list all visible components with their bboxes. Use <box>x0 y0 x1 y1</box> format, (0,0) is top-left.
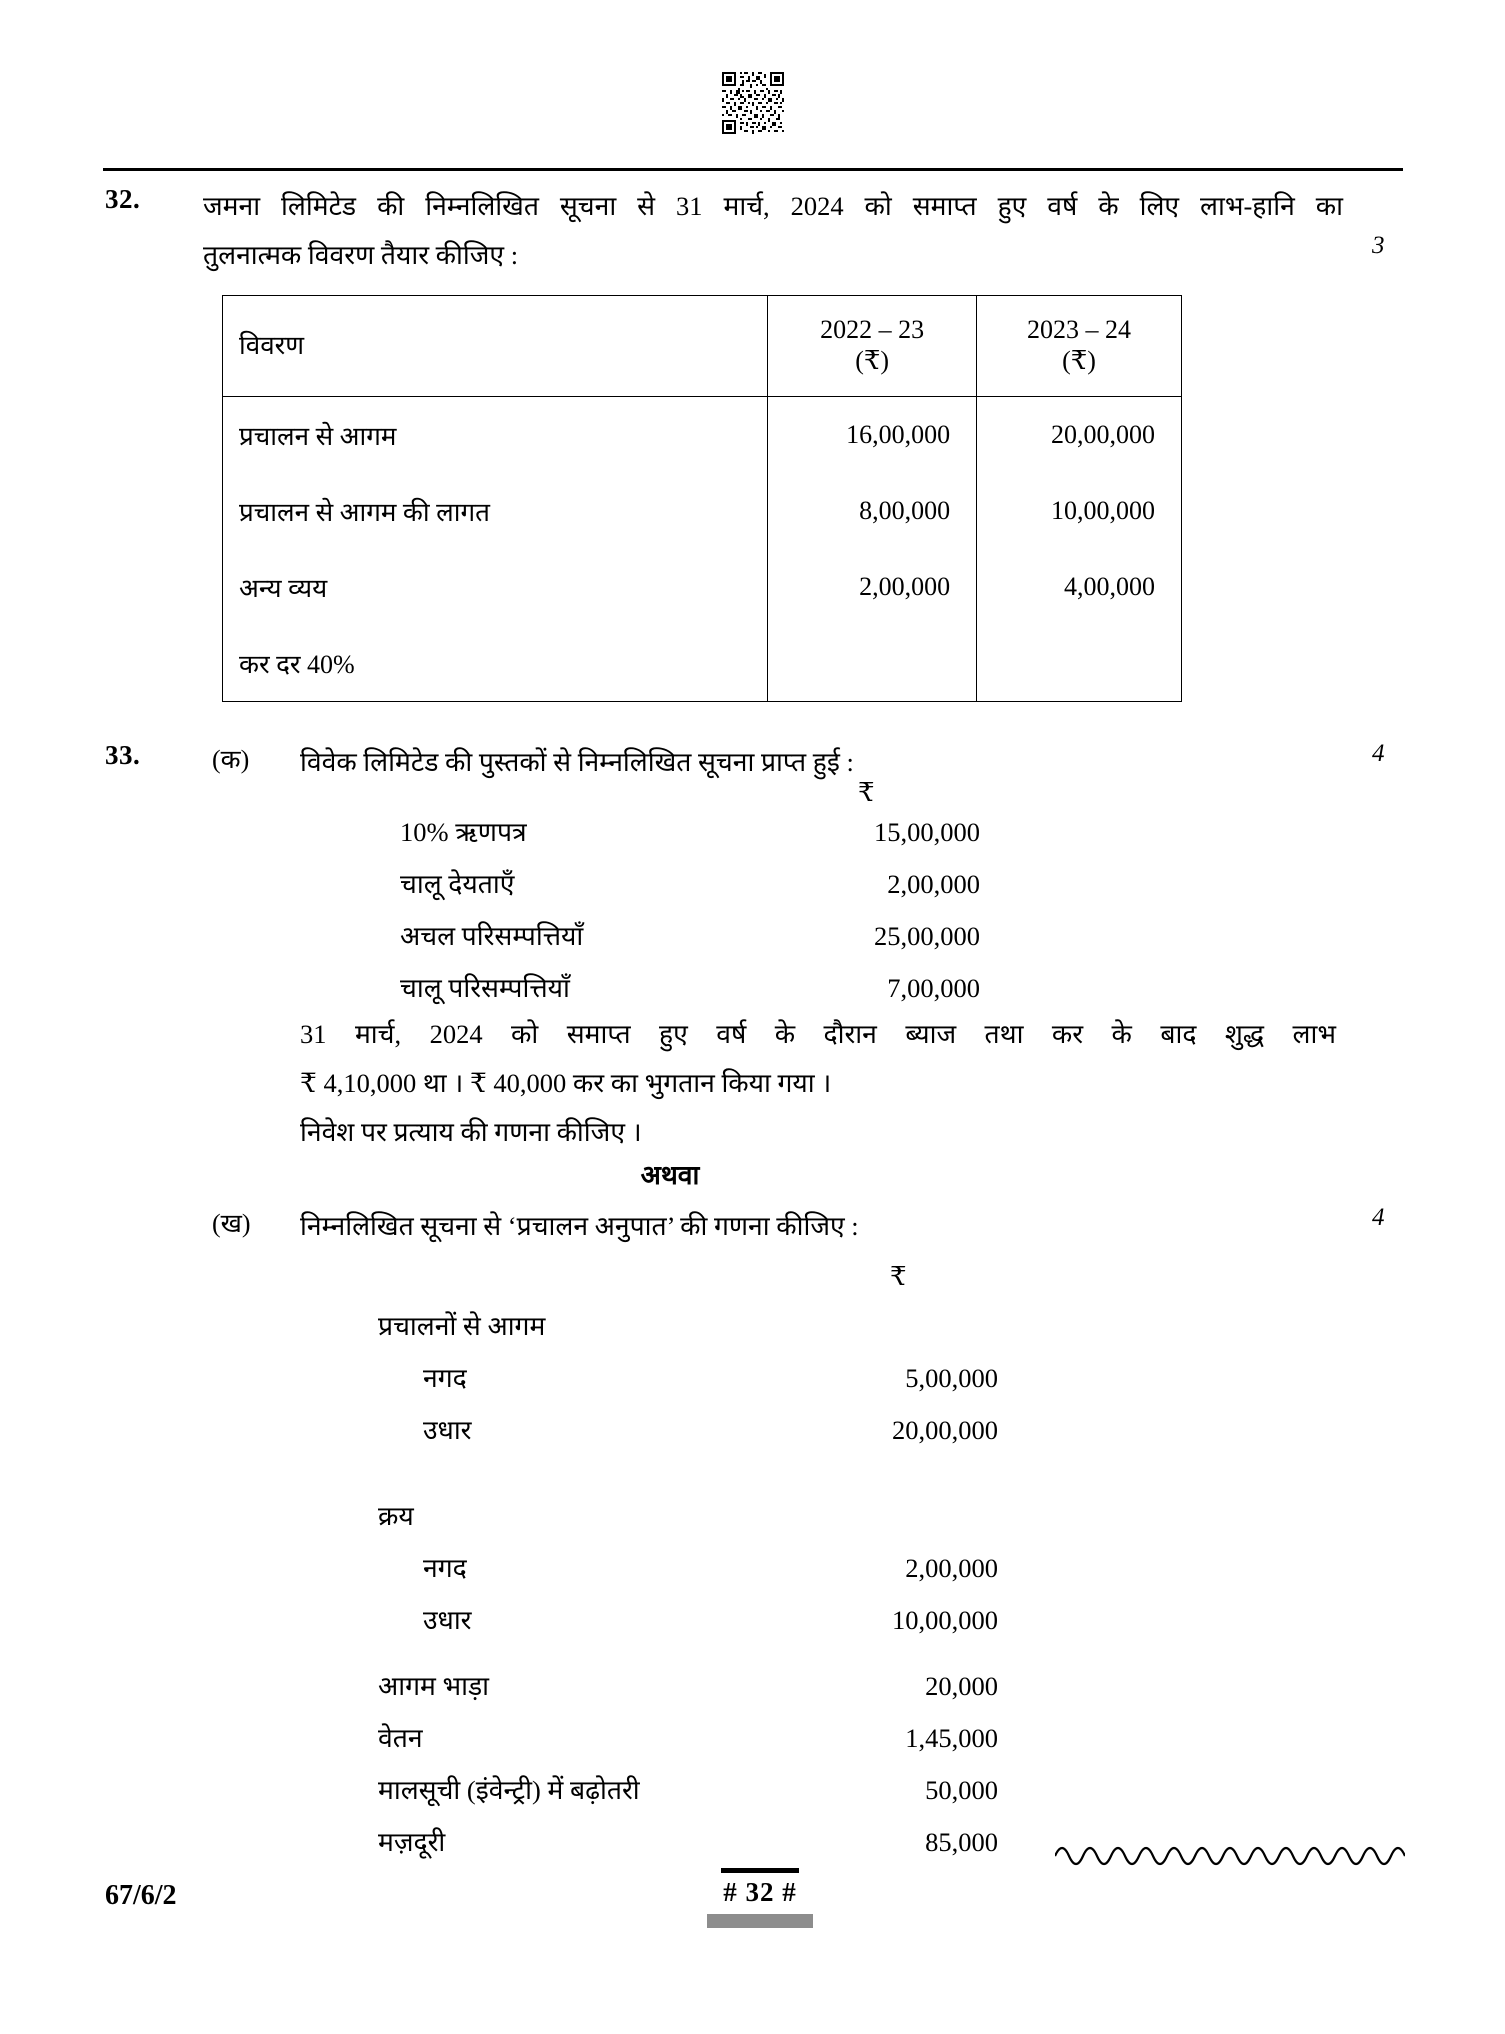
group-heading-label: प्रचालनों से आगम <box>378 1311 546 1341</box>
row-y1-tax-rate <box>768 625 977 702</box>
question-32-text-line-2: तुलनात्मक विवरण तैयार कीजिए : <box>203 240 519 270</box>
item-label-current-liabilities: चालू देयताएँ <box>400 869 515 899</box>
row-y1-revenue-from-operations: 16,00,000 <box>768 397 977 474</box>
question-32-number: 32. <box>105 184 141 214</box>
row-label-tax-rate: कर दर 40% <box>223 625 768 702</box>
item-value-increase-in-inventory: 50,000 <box>925 1775 998 1805</box>
comparative-statement-table <box>222 295 1182 702</box>
table-row <box>223 473 1182 549</box>
item-value-salary: 1,45,000 <box>905 1723 998 1753</box>
list-item <box>400 910 1000 962</box>
page-marker <box>690 1868 830 1928</box>
list-item <box>378 1542 998 1594</box>
list-item <box>400 858 1000 910</box>
year2-currency: (₹) <box>1062 346 1096 375</box>
table-row <box>223 397 1182 474</box>
list-item <box>378 1816 998 1868</box>
part-a-currency-header: ₹ <box>858 778 875 807</box>
part-b-group-revenue <box>378 1300 998 1456</box>
item-label-debentures: 10% ऋणपत्र <box>400 817 527 847</box>
list-item <box>378 1764 998 1816</box>
item-label-revenue-cash: नगद <box>423 1363 467 1393</box>
year1-currency: (₹) <box>855 346 890 375</box>
year1-label: 2022 – 23 <box>820 315 925 345</box>
part-a-items-list <box>400 806 1000 1014</box>
list-item <box>378 1352 998 1404</box>
item-value-wages: 85,000 <box>925 1827 998 1857</box>
list-item <box>378 1404 998 1456</box>
item-label-carriage-inwards: आगम भाड़ा <box>378 1671 490 1701</box>
list-item <box>378 1712 998 1764</box>
item-value-purchases-credit: 10,00,000 <box>892 1605 998 1635</box>
item-value-fixed-assets: 25,00,000 <box>874 921 980 951</box>
list-item <box>400 806 1000 858</box>
page-number-label: # 32 # <box>723 1877 797 1907</box>
question-33-part-b-marks: 4 <box>1372 1204 1385 1231</box>
question-33-part-b-label: (ख) <box>212 1209 251 1238</box>
item-value-debentures: 15,00,000 <box>874 817 980 847</box>
question-33-number: 33. <box>105 740 141 770</box>
question-32-marks: 3 <box>1372 232 1385 259</box>
list-item <box>400 962 1000 1014</box>
page-marker-rule <box>721 1868 799 1873</box>
table-row <box>223 549 1182 625</box>
row-y1-cost-of-revenue: 8,00,000 <box>768 473 977 549</box>
row-y2-cost-of-revenue: 10,00,000 <box>977 473 1182 549</box>
item-label-fixed-assets: अचल परिसम्पत्तियाँ <box>400 921 584 951</box>
row-y1-other-expenses: 2,00,000 <box>768 549 977 625</box>
page-marker-block <box>707 1914 813 1928</box>
item-value-purchases-cash: 2,00,000 <box>905 1553 998 1583</box>
table-header-year-2023-24 <box>977 296 1182 397</box>
item-value-current-liabilities: 2,00,000 <box>887 869 980 899</box>
or-separator-label: अथवा <box>640 1160 700 1190</box>
item-value-current-assets: 7,00,000 <box>887 973 980 1003</box>
row-y2-revenue-from-operations: 20,00,000 <box>977 397 1182 474</box>
group-heading-purchases <box>378 1490 998 1542</box>
qr-code-icon <box>722 72 784 134</box>
item-label-increase-in-inventory: मालसूची (इंवेन्ट्री) में बढ़ोतरी <box>378 1775 640 1805</box>
row-label-revenue-from-operations: प्रचालन से आगम <box>223 397 768 474</box>
item-value-carriage-inwards: 20,000 <box>925 1671 998 1701</box>
item-label-purchases-cash: नगद <box>423 1553 467 1583</box>
list-item <box>378 1594 998 1646</box>
question-32-text-line-1: जमना लिमिटेड की निम्नलिखित सूचना से 31 मार्च, 2024 को समाप्त हुए वर्ष के लिए लाभ-हानि का <box>203 191 1343 221</box>
item-label-salary: वेतन <box>378 1723 423 1753</box>
item-label-current-assets: चालू परिसम्पत्तियाँ <box>400 973 570 1003</box>
question-33-part-a-label: (क) <box>212 745 250 774</box>
question-33-part-b-prompt: निम्नलिखित सूचना से ‘प्रचालन अनुपात’ की गणना कीजिए : <box>300 1211 859 1241</box>
question-33-part-a-marks: 4 <box>1372 740 1385 767</box>
table-row <box>223 625 1182 702</box>
part-b-currency-header: ₹ <box>890 1262 907 1291</box>
item-value-revenue-cash: 5,00,000 <box>905 1363 998 1393</box>
group-heading-label: क्रय <box>378 1501 414 1531</box>
table-header-row <box>223 296 1182 397</box>
header-divider <box>103 168 1403 171</box>
squiggle-decoration <box>1055 1838 1405 1866</box>
row-label-other-expenses: अन्य व्यय <box>223 549 768 625</box>
row-y2-other-expenses: 4,00,000 <box>977 549 1182 625</box>
group-heading-revenue-from-operations <box>378 1300 998 1352</box>
year2-label: 2023 – 24 <box>1027 315 1132 345</box>
item-label-revenue-credit: उधार <box>423 1415 472 1445</box>
table-header-description: विवरण <box>223 296 768 397</box>
part-a-paragraph-line-3: निवेश पर प्रत्याय की गणना कीजिए । <box>300 1117 642 1147</box>
paper-code: 67/6/2 <box>105 1880 177 1911</box>
item-label-wages: मज़दूरी <box>378 1827 446 1857</box>
part-b-group-purchases <box>378 1490 998 1646</box>
row-label-cost-of-revenue: प्रचालन से आगम की लागत <box>223 473 768 549</box>
item-value-revenue-credit: 20,00,000 <box>892 1415 998 1445</box>
question-33-part-a-prompt: विवेक लिमिटेड की पुस्तकों से निम्नलिखित सूचना प्राप्त हुई : <box>300 747 854 777</box>
table-header-year-2022-23 <box>768 296 977 397</box>
part-b-plain-items <box>378 1660 998 1868</box>
part-a-paragraph-line-2: ₹ 4,10,000 था । ₹ 40,000 कर का भुगतान किया गया । <box>300 1068 832 1098</box>
part-a-paragraph-line-1: 31 मार्च, 2024 को समाप्त हुए वर्ष के दौरान ब्याज तथा कर के बाद शुद्ध लाभ <box>300 1019 1336 1049</box>
row-y2-tax-rate <box>977 625 1182 702</box>
item-label-purchases-credit: उधार <box>423 1605 472 1635</box>
list-item <box>378 1660 998 1712</box>
